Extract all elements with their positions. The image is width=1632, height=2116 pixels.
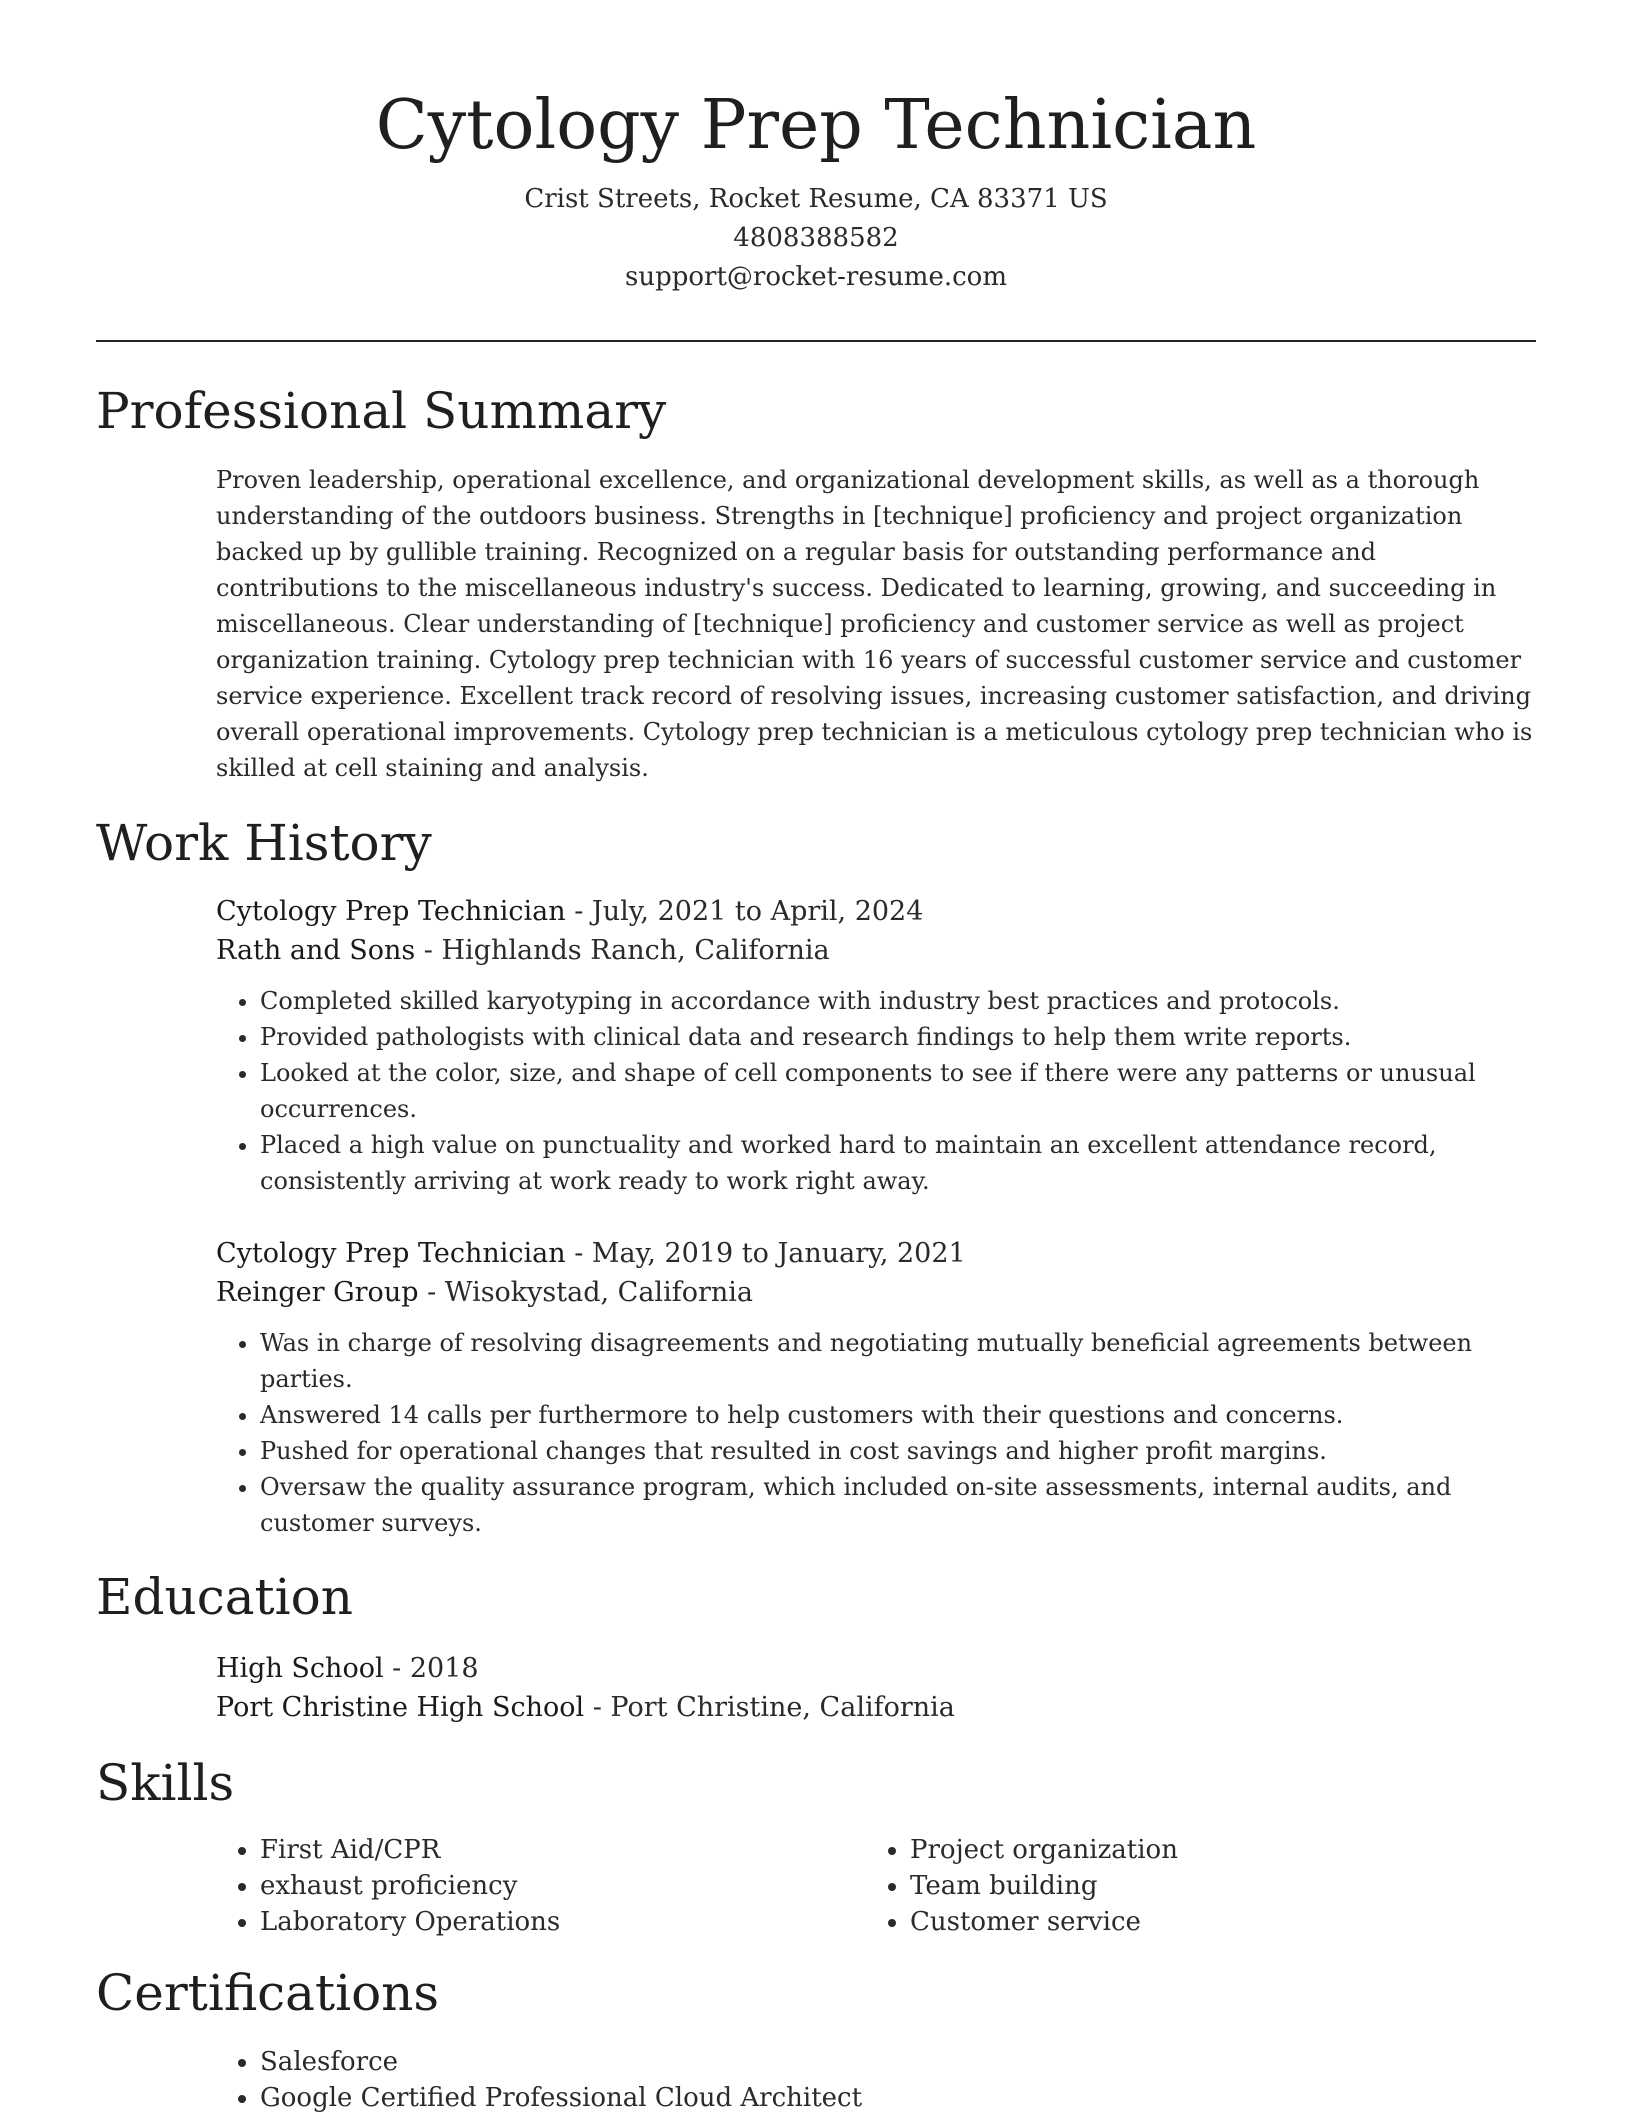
job-location: - Wisokystad, California xyxy=(418,1277,753,1308)
education-year: - 2018 xyxy=(383,1653,479,1684)
job-title-line xyxy=(216,892,1536,931)
list-item: • Salesforce xyxy=(260,2044,1536,2080)
list-item: • Pushed for operational changes that resulted in cost savings and higher profit margins. xyxy=(260,1433,1536,1469)
list-item: • Placed a high value on punctuality and worked hard to maintain an excellent attendance record, consistently arriving at work ready to work right away. xyxy=(260,1127,1536,1199)
section-title-certifications: Certifications xyxy=(96,1964,440,2022)
job-dates: - July, 2021 to April, 2024 xyxy=(565,896,924,927)
list-item: • Answered 14 calls per furthermore to help customers with their questions and concerns. xyxy=(260,1397,1536,1433)
job-location: - Highlands Ranch, California xyxy=(415,935,830,966)
summary-text: Proven leadership, operational excellence, and organizational development skills, as well as a thorough understanding of the outdoors business. Strengths in [technique] proficiency and project organization backed up by gullible training. Recognized on a regular basis for outstanding performance and contributions to the miscellaneous industry's success. Dedicated to learning, growing, and succeeding in miscellaneous. Clear understanding of [technique] proficiency and customer service as well as project organization training. Cytology prep technician with 16 years of successful customer service and customer service experience. Excellent track record of resolving issues, increasing customer satisfaction, and driving overall operational improvements. Cytology prep technician is a meticulous cytology prep technician who is skilled at cell staining and analysis. xyxy=(216,466,1533,782)
section-title-summary: Professional Summary xyxy=(96,382,667,440)
list-item: • Completed skilled karyotyping in accordance with industry best practices and protocols. xyxy=(260,983,1536,1019)
list-item: • Customer service xyxy=(910,1904,1516,1940)
list-item: • Was in charge of resolving disagreements and negotiating mutually beneficial agreements between parties. xyxy=(260,1325,1536,1397)
list-item: • First Aid/CPR xyxy=(260,1832,866,1868)
list-item: • Looked at the color, size, and shape of cell components to see if there were any patterns or unusual occurrences. xyxy=(260,1055,1536,1127)
list-item: • Google Certified Professional Cloud Architect xyxy=(260,2080,1536,2116)
education-degree: High School xyxy=(216,1653,384,1684)
list-item: • Laboratory Operations xyxy=(260,1904,866,1940)
list-item: • Provided pathologists with clinical data and research findings to help them write reports. xyxy=(260,1019,1536,1055)
section-title-work-history: Work History xyxy=(96,814,432,872)
certifications-list xyxy=(216,2044,1536,2116)
list-item: • Team building xyxy=(910,1868,1516,1904)
list-item: • Oversaw the quality assurance program, which included on-site assessments, internal audits, and customer surveys. xyxy=(260,1469,1536,1541)
certifications-section xyxy=(216,2044,1536,2116)
skills-list-right xyxy=(866,1832,1516,1940)
education-location: - Port Christine, California xyxy=(584,1692,955,1723)
contact-info xyxy=(96,180,1536,297)
address: Crist Streets, Rocket Resume, CA 83371 US xyxy=(524,184,1108,214)
education-school-line xyxy=(216,1688,1536,1727)
list-item: • Project organization xyxy=(910,1832,1516,1868)
section-title-skills: Skills xyxy=(96,1754,235,1812)
job-entry xyxy=(216,1234,1536,1541)
education-degree-line xyxy=(216,1649,1536,1688)
skills-section xyxy=(216,1832,1536,1940)
job-position: Cytology Prep Technician xyxy=(216,896,566,927)
skills-columns xyxy=(216,1832,1536,1940)
email[interactable]: support@rocket-resume.com xyxy=(624,262,1007,292)
job-company-line xyxy=(216,931,1536,970)
header-divider xyxy=(96,340,1536,342)
job-company: Reinger Group xyxy=(216,1277,419,1308)
summary-section xyxy=(216,462,1536,786)
candidate-name: Cytology Prep Technician xyxy=(375,86,1257,165)
job-bullets xyxy=(216,983,1536,1199)
job-entry xyxy=(216,892,1536,1199)
job-bullets xyxy=(216,1325,1536,1541)
job-dates: - May, 2019 to January, 2021 xyxy=(565,1238,966,1269)
job-title-line xyxy=(216,1234,1536,1273)
education-school: Port Christine High School xyxy=(216,1692,585,1723)
phone: 4808388582 xyxy=(733,223,899,253)
list-item: • exhaust proficiency xyxy=(260,1868,866,1904)
section-title-education: Education xyxy=(96,1568,353,1626)
skills-list-left xyxy=(216,1832,866,1940)
job-position: Cytology Prep Technician xyxy=(216,1238,566,1269)
job-company-line xyxy=(216,1273,1536,1312)
resume-header xyxy=(96,82,1536,297)
education-entry xyxy=(216,1649,1536,1727)
job-company: Rath and Sons xyxy=(216,935,416,966)
